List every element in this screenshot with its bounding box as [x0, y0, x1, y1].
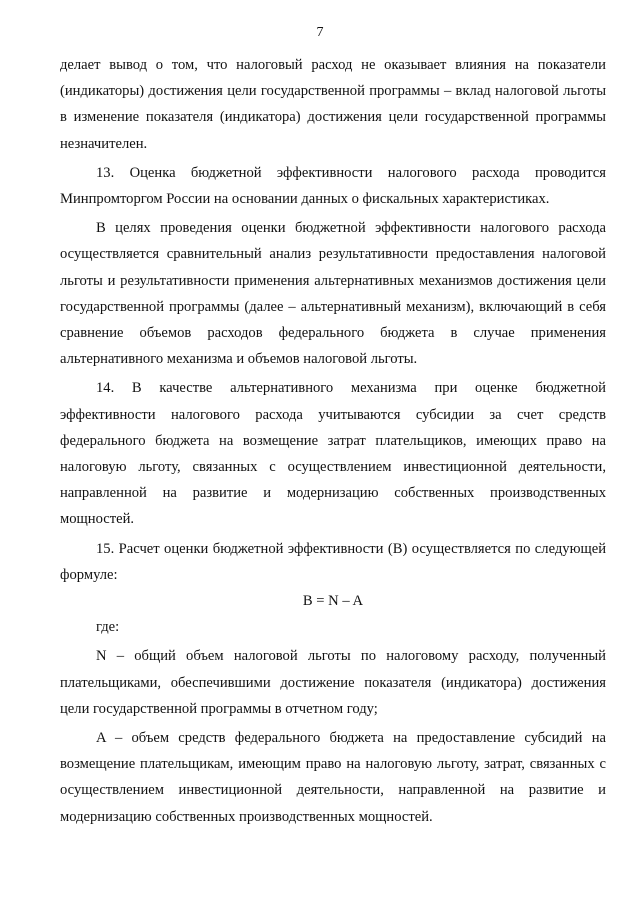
paragraph-13: 13. Оценка бюджетной эффективности налогового расхода проводится Минпромторгом России на основании данных о фискальных характеристиках.: [60, 164, 606, 208]
paragraph-comparative-analysis: В целях проведения оценки бюджетной эффективности налогового расхода осуществляется сравнительный анализ результативности предоставления налоговой льготы и результативности применения альтернативных механизмов достижения цели государственной программы (далее – альтернативный механизм), включающий в себя сравнение объемов расходов федерального бюджета в случае применения альтернативного механизма и объемов налоговой льготы.: [60, 220, 606, 368]
formula-where-label: где:: [96, 619, 120, 636]
definition-a: A – объем средств федерального бюджета на предоставление субсидий на возмещение плательщикам, имеющим право на налоговую льготу, затрат, связанных с осуществлением инвестиционной деятельности, направленной на развитие и модернизацию собственных производственных мощностей.: [60, 730, 606, 825]
formula: B = N – A: [302, 593, 364, 610]
definition-n: N – общий объем налоговой льготы по налоговому расходу, полученный плательщиками, обеспечившими достижение показателя (индикатора) достижения цели государственной программы в отчетном году;: [60, 648, 606, 717]
paragraph-continuation: делает вывод о том, что налоговый расход не оказывает влияния на показатели (индикаторы) достижения цели государственной программы – вклад налоговой льготы в изменение показателя (индикатора) достижения цели государственной программы незначителен.: [60, 57, 606, 152]
paragraph-14: 14. В качестве альтернативного механизма при оценке бюджетной эффективности налогового расхода учитываются субсидии за счет средств федерального бюджета на возмещение затрат плательщиков, имеющих право на налоговую льготу, связанных с осуществлением инвестиционной деятельности, направленной на развитие и модернизацию собственных производственных мощностей.: [60, 380, 606, 528]
document-body: [60, 52, 606, 830]
page-number: 7: [316, 25, 324, 40]
paragraph-15: 15. Расчет оценки бюджетной эффективности (B) осуществляется по следующей формуле:: [60, 540, 606, 583]
